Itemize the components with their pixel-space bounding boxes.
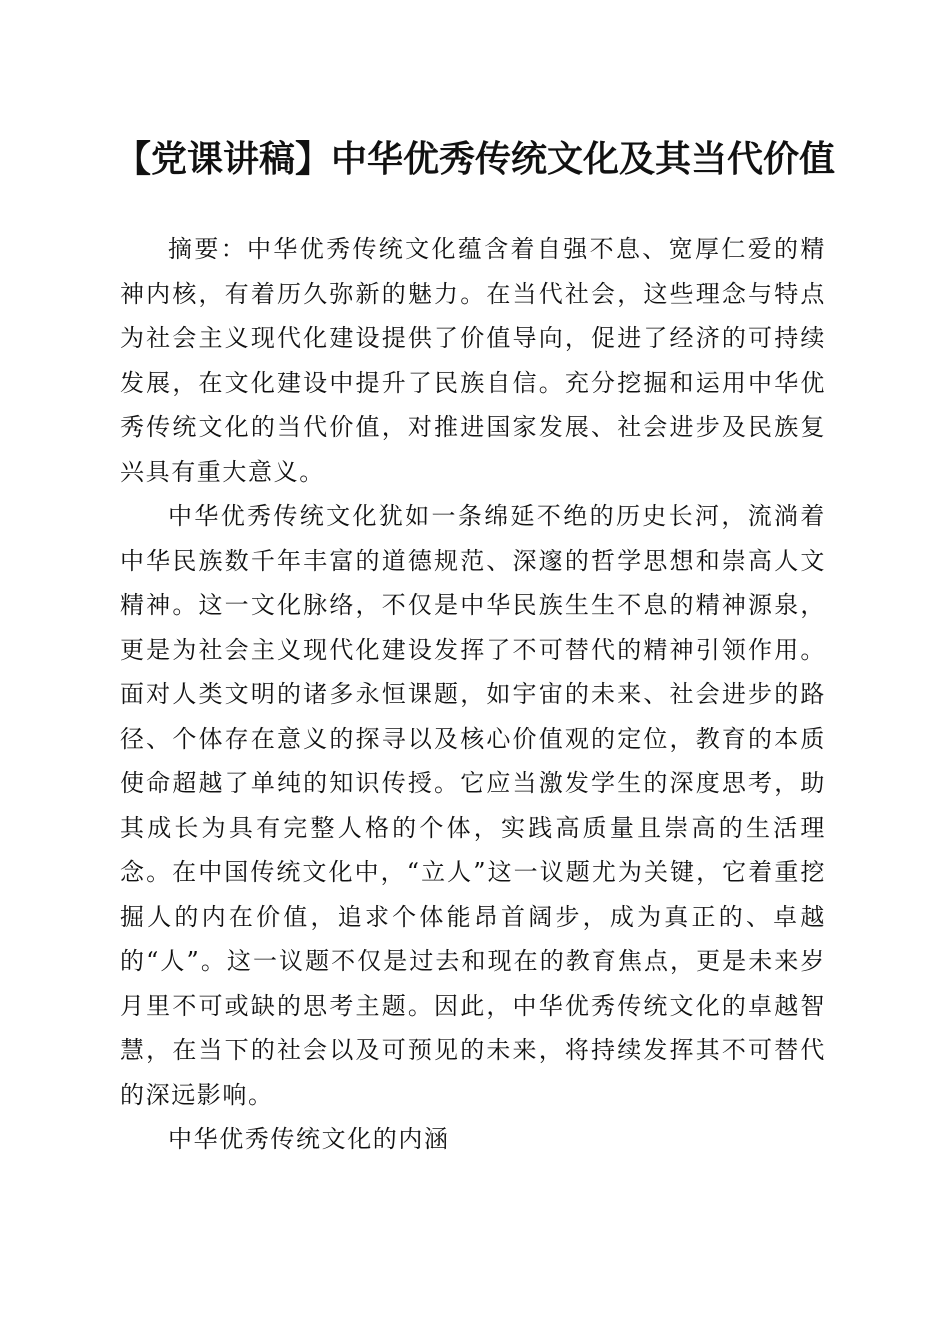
document-title: 【党课讲稿】中华优秀传统文化及其当代价值 xyxy=(114,139,835,180)
abstract-paragraph: 摘要：中华优秀传统文化蕴含着自强不息、宽厚仁爱的精神内核，有着历久弥新的魅力。在当代社会，这些理念与特点为社会主义现代化建设提供了价值导向，促进了经济的可持续发展，在文化建设中提升了民族自信。充分挖掘和运用中华优秀传统文化的当代价值，对推进国家发展、社会进步及民族复兴具有重大意义。 xyxy=(120,235,826,486)
section-heading: 中华优秀传统文化的内涵 xyxy=(168,1125,450,1153)
document-body xyxy=(120,227,826,1162)
intro-paragraph: 中华优秀传统文化犹如一条绵延不绝的历史长河，流淌着中华民族数千年丰富的道德规范、深邃的哲学思想和崇高人文精神。这一文化脉络，不仅是中华民族生生不息的精神源泉，更是为社会主义现代化建设发挥了不可替代的精神引领作用。面对人类文明的诸多永恒课题，如宇宙的未来、社会进步的路径、个体存在意义的探寻以及核心价值观的定位，教育的本质使命超越了单纯的知识传授。它应当激发学生的深度思考，助其成长为具有完整人格的个体，实践高质量且崇高的生活理念。在中国传统文化中，“立人”这一议题尤为关键，它着重挖掘人的内在价值，追求个体能昂首阔步，成为真正的、卓越的“人”。这一议题不仅是过去和现在的教育焦点，更是未来岁月里不可或缺的思考主题。因此，中华优秀传统文化的卓越智慧，在当下的社会以及可预见的未来，将持续发挥其不可替代的深远影响。 xyxy=(120,502,826,1109)
